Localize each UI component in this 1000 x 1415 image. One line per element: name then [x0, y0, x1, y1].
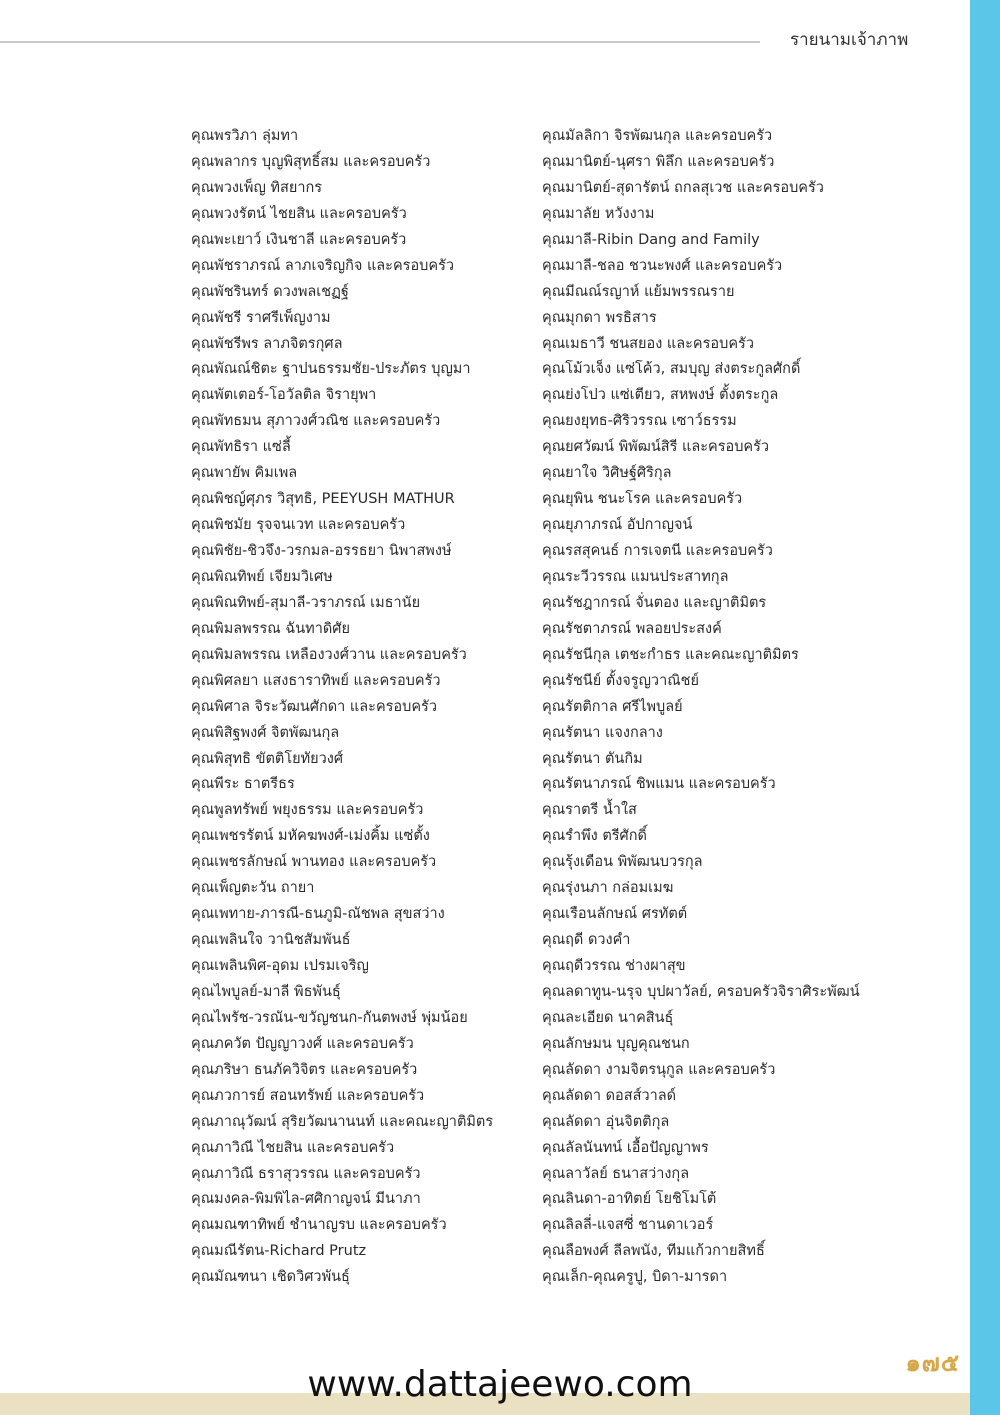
name-entry: คุณพิณทิพย์-สุมาลี-วราภรณ์ เมธานัย [191, 594, 421, 611]
name-entry: คุณรัชฎากรณ์ จั่นตอง และญาติมิตร [542, 594, 767, 611]
name-entry: คุณพิชัย-ชิวจึง-วรกมล-อรรธยา นิพาสพงษ์ [191, 543, 452, 559]
page-title: รายนามเจ้าภาพ [790, 30, 909, 50]
name-entry: คุณภาณุวัฒน์ สุริยวัฒนานนท์ และคณะญาติมิตร [191, 1113, 494, 1130]
name-entry: คุณยุพิน ชนะโรค และครอบครัว [542, 491, 743, 508]
name-entry: คุณมณฑาทิพย์ ชำนาญรบ และครอบครัว [191, 1217, 447, 1234]
name-entry: คุณลดาทูน-นรุจ บุปผาวัลย์, ครอบครัวจิราศิระพัฒน์ [542, 983, 860, 1000]
name-entry: คุณยาใจ วิศิษฐ์ศิริกุล [542, 465, 672, 482]
name-entry: คุณรัตนา แจงกลาง [542, 724, 663, 741]
name-entry: คุณไพรัช-วรณัน-ขวัญชนก-กันตพงษ์ พุ่มน้อย [191, 1009, 468, 1026]
name-entry: คุณภาวิณี ไชยสิน และครอบครัว [191, 1139, 395, 1156]
name-entry: คุณพัตเตอร์-โอวัลติล จิรายุพา [191, 387, 377, 404]
name-entry: คุณรสสุคนธ์ การเจตนี และครอบครัว [542, 543, 773, 559]
side-color-stripe [970, 0, 1000, 1415]
name-entry: คุณยศวัฒน์ พิพัฒน์สิรี และครอบครัว [542, 439, 770, 456]
name-entry: คุณพิศาล จิระวัฒนศักดา และครอบครัว [191, 698, 437, 715]
name-entry: คุณเพชรลักษณ์ พานทอง และครอบครัว [191, 854, 437, 871]
name-entry: คุณพะเยาว์ เงินชาลี และครอบครัว [191, 231, 407, 248]
name-entry: คุณพิศลยา แสงธาราทิพย์ และครอบครัว [191, 672, 441, 689]
name-entry: คุณมาลี-ชลอ ชวนะพงศ์ และครอบครัว [542, 257, 783, 274]
name-entry: คุณพายัพ คิมเพล [191, 465, 298, 482]
name-entry: คุณพิสุทธิ ขัตติโยทัยวงศ์ [191, 750, 344, 767]
name-entry: คุณพูลทรัพย์ พยุงธรรม และครอบครัว [191, 802, 424, 819]
name-entry: คุณรัตนาภรณ์ ชิพแมน และครอบครัว [542, 776, 776, 793]
name-entry: คุณฤดี ดวงคำ [542, 932, 631, 949]
name-entry: คุณโม้วเจ็ง แซ่โค้ว, สมบุญ ส่งตระกูลศักดิ์ [542, 361, 801, 378]
name-entry: คุณรัตติกาล ศรีไพบูลย์ [542, 698, 683, 715]
name-entry: คุณเพทาย-ภารณี-ธนภูมิ-ณัชพล สุขสว่าง [191, 906, 445, 923]
name-entry: คุณมณีรัตน-Richard Prutz [191, 1243, 367, 1260]
name-entry: คุณลิลลี่-แจสซี่ ชานดาเวอร์ [542, 1217, 714, 1234]
name-entry: คุณรุ่งนภา กล่อมเมฆ [542, 880, 674, 897]
name-entry: คุณรัชตาภรณ์ พลอยประสงค์ [542, 620, 722, 637]
name-entry: คุณรัตนา ตันกิม [542, 750, 643, 767]
name-entry: คุณเรือนลักษณ์ ศรทัตต์ [542, 906, 688, 923]
name-entry: คุณราตรี น้ำใส [542, 802, 637, 819]
name-entry: คุณพัชราภรณ์ ลาภเจริญกิจ และครอบครัว [191, 257, 455, 274]
name-entry: คุณลัดดา อุ่นจิตติกุล [542, 1113, 670, 1130]
name-entry: คุณภริษา ธนภัควิจิตร และครอบครัว [191, 1061, 418, 1078]
name-entry: คุณเพชรรัตน์ มหัคฆพงศ์-เม่งคิ้ม แซ่ตั้ง [191, 828, 430, 845]
name-entry: คุณรัชนีกุล เตชะกำธร และคณะญาติมิตร [542, 646, 799, 663]
name-entry: คุณระวีวรรณ แมนประสาทกุล [542, 568, 729, 585]
name-entry: คุณรำพึง ตรีศักดิ์ [542, 828, 647, 845]
name-entry: คุณมีณณ์รญาห์ แย้มพรรณราย [542, 283, 735, 300]
names-column-right [542, 124, 942, 1291]
name-entry: คุณพีระ ธาตรีธร [191, 776, 295, 793]
header-rule [0, 41, 760, 43]
name-entry: คุณเมธาวี ชนสยอง และครอบครัว [542, 335, 754, 352]
name-entry: คุณพิชมัย รุจจนเวท และครอบครัว [191, 517, 406, 534]
name-entry: คุณเพลินพิศ-อุดม เปรมเจริญ [191, 958, 369, 974]
page-number: ๑๗๕ [905, 1349, 960, 1377]
name-entry: คุณย่งโปว แซ่เตียว, สหพงษ์ ตั้งตระกูล [542, 387, 779, 404]
name-entry: คุณพัชรีพร ลาภจิตรกุศล [191, 335, 343, 352]
name-entry: คุณเล็ก-คุณครูปู, บิดา-มารดา [542, 1269, 728, 1286]
name-entry: คุณลัดดา งามจิตรนุกูล และครอบครัว [542, 1061, 776, 1078]
name-entry: คุณพิมลพรรณ เหลืองวงศ์วาน และครอบครัว [191, 646, 467, 663]
names-column-left [191, 124, 526, 1291]
name-entry: คุณพัทธมน สุภาวงศ์วณิช และครอบครัว [191, 413, 441, 430]
name-entry: คุณพิณทิพย์ เจียมวิเศษ [191, 568, 333, 585]
name-entry: คุณพัชรี ราศรีเพ็ญงาม [191, 309, 331, 326]
name-entry: คุณมงคล-พิมพิไล-ศศิกาญจน์ มีนาภา [191, 1191, 421, 1208]
name-entry: คุณมัลลิกา จิรพัฒนกุล และครอบครัว [542, 128, 773, 144]
name-entry: คุณรุ้งเดือน พิพัฒนบวรกุล [542, 854, 703, 871]
name-entry: คุณเพลินใจ วานิชสัมพันธ์ [191, 932, 351, 949]
name-entry: คุณรัชนีย์ ตั้งจรูญวาณิชย์ [542, 672, 700, 689]
name-entry: คุณฤดีวรรณ ช่างผาสุข [542, 958, 686, 974]
name-entry: คุณลือพงศ์ ลีลพนัง, ทีมแก้วกายสิทธิ์ [542, 1243, 765, 1260]
website-url: www.dattajeewo.com [307, 1364, 693, 1405]
name-entry: คุณพัชรินทร์ ดวงพลเชฏฐ์ [191, 283, 349, 300]
name-entry: คุณมานิตย์-สุดารัตน์ ถกลสุเวช และครอบครัว [542, 179, 824, 196]
name-entry: คุณพวงเพ็ญ ทิสยากร [191, 179, 323, 196]
name-entry: คุณลินดา-อาทิตย์ โยชิโมโต้ [542, 1191, 717, 1208]
name-entry: คุณพลากร บุญพิสุทธิ์สม และครอบครัว [191, 153, 431, 170]
name-entry: คุณยุภาภรณ์ อัปกาญจน์ [542, 517, 693, 534]
name-entry: คุณยงยุทธ-ศิริวรรณ เซาว์ธรรม [542, 413, 737, 430]
name-entry: คุณมานิตย์-นุศรา พิลึก และครอบครัว [542, 153, 775, 170]
name-entry: คุณละเอียด นาคสินธุ์ [542, 1009, 674, 1026]
name-entry: คุณพวงรัตน์ ไชยสิน และครอบครัว [191, 205, 407, 222]
name-entry: คุณพรวิภา ลุ่มทา [191, 128, 299, 144]
name-entry: คุณพัทธิรา แซ่ลี้ [191, 439, 291, 456]
name-entry: คุณภาวิณี ธราสุวรรณ และครอบครัว [191, 1165, 421, 1182]
name-entry: คุณลัดดา ดอสส์วาลด์ [542, 1087, 677, 1104]
name-entry: คุณลักษมน บุญคุณชนก [542, 1035, 690, 1052]
name-entry: คุณลัลนันทน์ เอื้อปัญญาพร [542, 1139, 709, 1156]
name-entry: คุณภวการย์ สอนทรัพย์ และครอบครัว [191, 1087, 425, 1104]
name-entry: คุณมาลี-Ribin Dang and Family [542, 231, 760, 248]
name-entry: คุณมาลัย หวังงาม [542, 205, 655, 222]
name-entry: คุณไพบูลย์-มาลี พิธพันธุ์ [191, 983, 341, 1000]
name-entry: คุณลาวัลย์ ธนาสว่างกุล [542, 1165, 690, 1182]
name-entry: คุณภควัต ปัญญาวงศ์ และครอบครัว [191, 1035, 414, 1052]
name-entry: คุณพัณณ์ชิตะ ฐาปนธรรมชัย-ประภัตร บุญมา [191, 361, 471, 378]
name-entry: คุณพิสิฐพงศ์ จิตพัฒนกุล [191, 724, 340, 741]
name-entry: คุณมัณฑนา เชิดวิศวพันธุ์ [191, 1269, 350, 1286]
name-entry: คุณเพ็ญตะวัน ถายา [191, 880, 315, 897]
name-entry: คุณพิชญ์ศุภร วิสุทธิ, PEEYUSH MATHUR [191, 491, 455, 508]
name-entry: คุณพิมลพรรณ ฉันทาดิศัย [191, 620, 350, 637]
name-entry: คุณมุกดา พรธิสาร [542, 309, 657, 326]
